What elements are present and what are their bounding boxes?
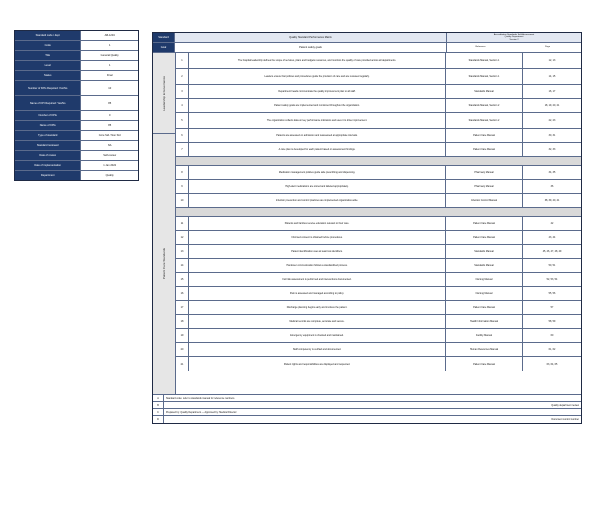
table-row (176, 259, 581, 273)
header-goal-title: Patient safety goals (175, 43, 447, 52)
footer-text: Standard code: refer to standards manual for reference numbers. (166, 396, 235, 400)
row-number: 15 (176, 273, 189, 286)
row-question: Patient rights and responsibilities are displayed and respected. (189, 357, 446, 371)
rows-column (176, 53, 581, 394)
row-number: 20 (176, 343, 189, 356)
info-value: Quality (105, 174, 114, 177)
row-question: The hospital leadership defines the scope of services, plans and budgets resources, and monitors the quality of care provided across all departments. (189, 53, 446, 68)
info-label: Status (15, 71, 81, 80)
table-row (176, 129, 581, 143)
table-row (176, 85, 581, 99)
row-reference: Standards Manual, Section 1 (446, 53, 523, 68)
table-row-spacer (176, 157, 581, 166)
info-label: Type of standard (15, 131, 81, 140)
row-pages: 18, 19, 20, 21 (544, 104, 560, 107)
row-pages: 38, 39, 40, 41 (544, 199, 560, 202)
table-row (176, 53, 581, 69)
section-title: Patient Care Standards (162, 248, 166, 280)
row-number: 9 (176, 180, 189, 193)
table-row (176, 194, 581, 208)
info-panel (14, 30, 139, 181)
table-row (176, 180, 581, 194)
row-pages: 22, 23 (548, 119, 556, 122)
info-row (15, 131, 138, 141)
row-number: 7 (176, 143, 189, 156)
info-value: 85 (108, 124, 112, 127)
table-row (176, 301, 581, 315)
info-row (15, 151, 138, 161)
row-question: Department heads communicate the quality improvement plan to all staff. (189, 85, 446, 98)
row-number: 5 (176, 113, 189, 128)
header-right-line: Accreditation Standards Self-Assessment (493, 33, 535, 36)
info-row (15, 31, 138, 41)
row-question: Leaders ensure that policies and procedures guide the provision of care and are reviewed regularly. (189, 69, 446, 84)
info-row (15, 81, 138, 96)
row-question: Patients are assessed on admission and reassessed at appropriate intervals. (189, 129, 446, 142)
row-reference: Health Information Manual (446, 315, 523, 328)
row-number: 13 (176, 245, 189, 258)
info-label: Date of implementation (15, 161, 81, 170)
info-row (15, 141, 138, 151)
row-question: Medication management policies guide safe prescribing and dispensing. (189, 166, 446, 179)
header-label-goal: Goal (153, 43, 175, 52)
footer-number: C (153, 409, 164, 415)
footer (153, 394, 581, 423)
row-number: 17 (176, 301, 189, 314)
section-column (153, 53, 176, 394)
row-pages: 34, 35 (548, 171, 556, 174)
row-pages: 43, 44 (548, 236, 556, 239)
table-row (176, 99, 581, 113)
info-label: Department (15, 171, 81, 180)
footer-number: D (153, 416, 164, 423)
row-pages: 42 (550, 222, 554, 225)
header-right-line: Quality Department (504, 36, 524, 39)
row-pages: 16, 17 (548, 90, 556, 93)
row-question: Fall risk assessment is performed and interventions documented. (189, 273, 446, 286)
row-reference: Human Resources Manual (446, 343, 523, 356)
info-row (15, 51, 138, 61)
info-label: Name of KPI Required: Yes/No (15, 96, 81, 110)
header-right-info (447, 33, 581, 42)
table-row (176, 357, 581, 371)
row-reference: Patient Care Manual (446, 217, 523, 230)
info-row (15, 171, 138, 180)
row-question: Emergency equipment is checked and maintained. (189, 329, 446, 342)
row-reference: Infection Control Manual (446, 194, 523, 207)
row-number: 21 (176, 357, 189, 371)
info-value: AB-1234 (104, 34, 115, 37)
row-reference: Standards Manual, Section 1 (446, 69, 523, 84)
info-label: Number of KPIs Required: Yes/No (15, 81, 81, 95)
row-reference: Patient Care Manual (446, 129, 523, 142)
row-number: 6 (176, 129, 189, 142)
row-reference: Standards Manual, Section 2 (446, 113, 523, 128)
info-label: Name of KPIs (15, 121, 81, 130)
section-label (153, 134, 175, 394)
info-row (15, 71, 138, 81)
table-row (176, 143, 581, 157)
row-reference: Standards Manual, Section 2 (446, 99, 523, 112)
info-value: 1 (108, 64, 111, 67)
row-number: 18 (176, 315, 189, 328)
table-row (176, 113, 581, 129)
row-pages: 14, 15 (548, 75, 556, 78)
table-body (153, 53, 581, 394)
table-row (176, 273, 581, 287)
row-number: 19 (176, 329, 189, 342)
row-pages: 32, 33 (548, 148, 556, 151)
row-question: Infection prevention and control practices are implemented organization-wide. (189, 194, 446, 207)
header-row-1 (153, 33, 581, 43)
table-row (176, 315, 581, 329)
info-value: Core Std / Non Std (98, 134, 121, 137)
footer-row (153, 402, 581, 409)
info-label: Date of review (15, 151, 81, 160)
row-pages: 63, 64, 65 (546, 362, 558, 366)
row-number: 8 (176, 166, 189, 179)
column-header-page: Page (544, 46, 551, 49)
row-pages: 58, 59 (548, 320, 556, 323)
info-row (15, 61, 138, 71)
row-question: Informed consent is obtained before procedures. (189, 231, 446, 244)
row-reference: Standards Manual (446, 245, 523, 258)
row-number: 2 (176, 69, 189, 84)
row-pages: 36 (550, 185, 554, 188)
table-row (176, 231, 581, 245)
row-question: Discharge planning begins early and involves the patient. (189, 301, 446, 314)
row-pages: 57 (550, 306, 554, 309)
info-label: Standard code / dept (15, 31, 81, 40)
row-number: 16 (176, 287, 189, 300)
row-question: High-alert medications are stored and labeled appropriately. (189, 180, 446, 193)
info-label: Number of KPIs (15, 111, 81, 120)
row-pages: 55, 56 (548, 292, 556, 295)
row-question: Patients and families receive education relevant to their care. (189, 217, 446, 230)
row-reference: Patient Care Manual (446, 357, 523, 371)
column-header-reference: Reference (475, 46, 486, 49)
row-reference: Patient Care Manual (446, 143, 523, 156)
row-reference: Pharmacy Manual (446, 166, 523, 179)
row-pages: 45, 46, 47, 48, 49 (542, 250, 562, 253)
footer-number: B (153, 402, 164, 408)
header-row-2 (153, 43, 581, 53)
row-pages: 12, 13 (548, 59, 556, 62)
info-row (15, 111, 138, 121)
info-value: NA (107, 144, 112, 147)
section-title: Leadership & Governance (162, 75, 166, 111)
row-question: Medical records are complete, accurate and secure. (189, 315, 446, 328)
section-label (153, 53, 175, 134)
footer-row (153, 416, 581, 423)
info-value: General Quality (100, 54, 119, 57)
info-value: 10 (108, 86, 112, 90)
info-value: Self-review (103, 154, 117, 157)
row-number: 12 (176, 231, 189, 244)
info-value: Final (106, 74, 113, 77)
row-pages: 52, 53, 54 (546, 278, 558, 281)
row-reference: Nursing Manual (446, 287, 523, 300)
footer-text: Document control number (551, 418, 579, 421)
row-number: 1 (176, 53, 189, 68)
footer-row (153, 395, 581, 402)
row-question: Pain is assessed and managed according to policy. (189, 287, 446, 300)
footer-row (153, 409, 581, 416)
info-row (15, 161, 138, 171)
info-label: Code (15, 41, 81, 50)
row-pages: 50, 51 (548, 264, 556, 267)
info-row (15, 41, 138, 51)
table-row (176, 217, 581, 231)
row-reference: Standards Manual (446, 259, 523, 272)
row-number: 14 (176, 259, 189, 272)
row-pages: 61, 62 (548, 348, 556, 351)
row-number: 3 (176, 85, 189, 98)
info-label: Title (15, 51, 81, 60)
row-question: Patient safety goals are implemented and monitored throughout the organization. (189, 99, 446, 112)
row-reference: Patient Care Manual (446, 231, 523, 244)
footer-number: A (153, 395, 164, 401)
row-reference: Pharmacy Manual (446, 180, 523, 193)
row-pages: 60 (550, 334, 554, 337)
row-question: Patient identification uses at least two identifiers. (189, 245, 446, 258)
info-row (15, 121, 138, 131)
table-row (176, 166, 581, 180)
row-question: A care plan is developed for each patient based on assessment findings. (189, 143, 446, 156)
table-row-spacer (176, 208, 581, 217)
row-question: The organization collects data on key performance indicators and uses it to drive improvement. (189, 113, 446, 128)
info-value: 1 Jan 2022 (103, 164, 117, 167)
table-row (176, 245, 581, 259)
row-number: 4 (176, 99, 189, 112)
info-label: Level (15, 61, 81, 70)
row-number: 10 (176, 194, 189, 207)
row-reference: Nursing Manual (446, 273, 523, 286)
row-reference: Facility Manual (446, 329, 523, 342)
header-columns (447, 43, 581, 52)
header-right-line: Version 2 (509, 38, 519, 41)
header-label-standard: Standard (153, 33, 175, 42)
row-number: 11 (176, 217, 189, 230)
footer-text: Prepared by: Quality Department — Approved by: Medical Director (166, 410, 237, 414)
info-label: Standard reviewed (15, 141, 81, 150)
info-row (15, 96, 138, 111)
info-value: 85 (108, 101, 112, 105)
row-question: Staff competency is verified and documented. (189, 343, 446, 356)
table-row (176, 329, 581, 343)
table-row (176, 343, 581, 357)
header-title: Quality Standard Performance Matrix (175, 33, 447, 42)
footer-text: Quality department review (551, 403, 579, 407)
row-question: Handover communication follows a standardized process. (189, 259, 446, 272)
row-reference: Standards Manual (446, 85, 523, 98)
table-row (176, 69, 581, 85)
info-value: 1 (108, 44, 111, 47)
info-value: 0 (108, 114, 111, 117)
table-row (176, 287, 581, 301)
main-table (152, 32, 582, 424)
row-pages: 30, 31 (548, 134, 556, 137)
row-reference: Patient Care Manual (446, 301, 523, 314)
